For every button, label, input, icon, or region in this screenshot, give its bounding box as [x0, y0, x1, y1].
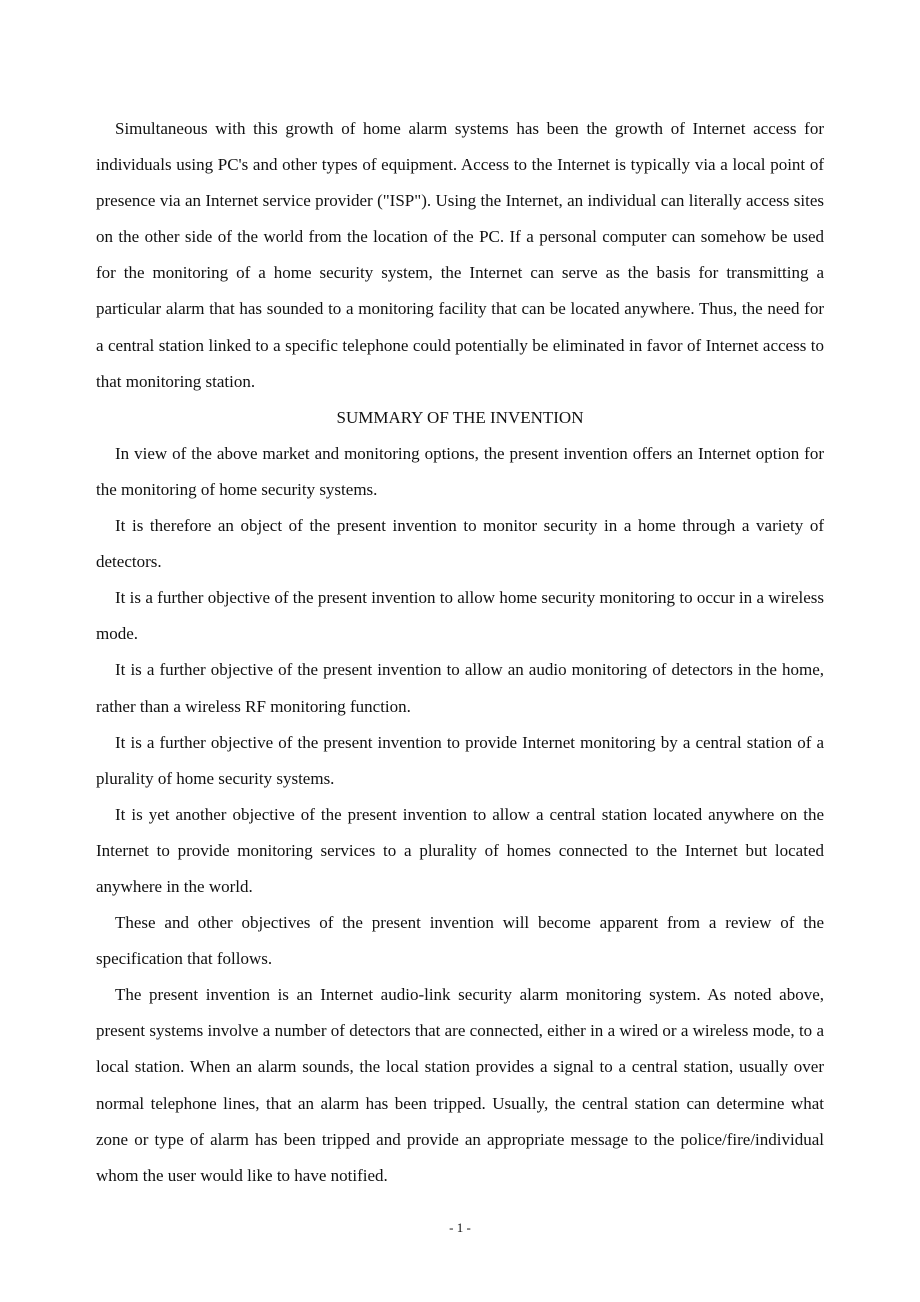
document-page — [96, 111, 824, 1194]
body-paragraph: Simultaneous with this growth of home alarm systems has been the growth of Internet access for individuals using PC's and other types of equipment. Access to the Internet is typically via a local point of presence via an Internet service provider ("ISP"). Using the Internet, an individual can literally access sites on the other side of the world from the location of the PC. If a personal computer can somehow be used for the monitoring of a home security system, the Internet can serve as the basis for transmitting a particular alarm that has sounded to a monitoring facility that can be located anywhere. Thus, the need for a central station linked to a specific telephone could potentially be eliminated in favor of Internet access to that monitoring station. — [96, 119, 824, 391]
body-paragraph: It is a further objective of the present invention to provide Internet monitoring by a central station of a plurality of home security systems. — [96, 732, 824, 788]
body-paragraph: It is a further objective of the present invention to allow an audio monitoring of detectors in the home, rather than a wireless RF monitoring function. — [96, 660, 824, 716]
section-heading: SUMMARY OF THE INVENTION — [336, 407, 584, 427]
page-number: - 1 - — [449, 1220, 471, 1235]
body-paragraph: These and other objectives of the present invention will become apparent from a review of the specification that follows. — [96, 913, 824, 969]
body-paragraph: It is therefore an object of the present invention to monitor security in a home through a variety of detectors. — [96, 516, 824, 572]
body-paragraph: The present invention is an Internet audio-link security alarm monitoring system. As noted above, present systems involve a number of detectors that are connected, either in a wired or a wireless mode, to a local station. When an alarm sounds, the local station provides a signal to a central station, usually over normal telephone lines, that an alarm has been tripped. Usually, the central station can determine what zone or type of alarm has been tripped and provide an appropriate message to the police/fire/individual whom the user would like to have notified. — [96, 985, 824, 1185]
body-paragraph: It is yet another objective of the present invention to allow a central station located anywhere on the Internet to provide monitoring services to a plurality of homes connected to the Internet but located anywhere in the world. — [96, 804, 824, 896]
body-paragraph: In view of the above market and monitoring options, the present invention offers an Internet option for the monitoring of home security systems. — [96, 443, 824, 499]
body-paragraph: It is a further objective of the present invention to allow home security monitoring to occur in a wireless mode. — [96, 588, 824, 644]
